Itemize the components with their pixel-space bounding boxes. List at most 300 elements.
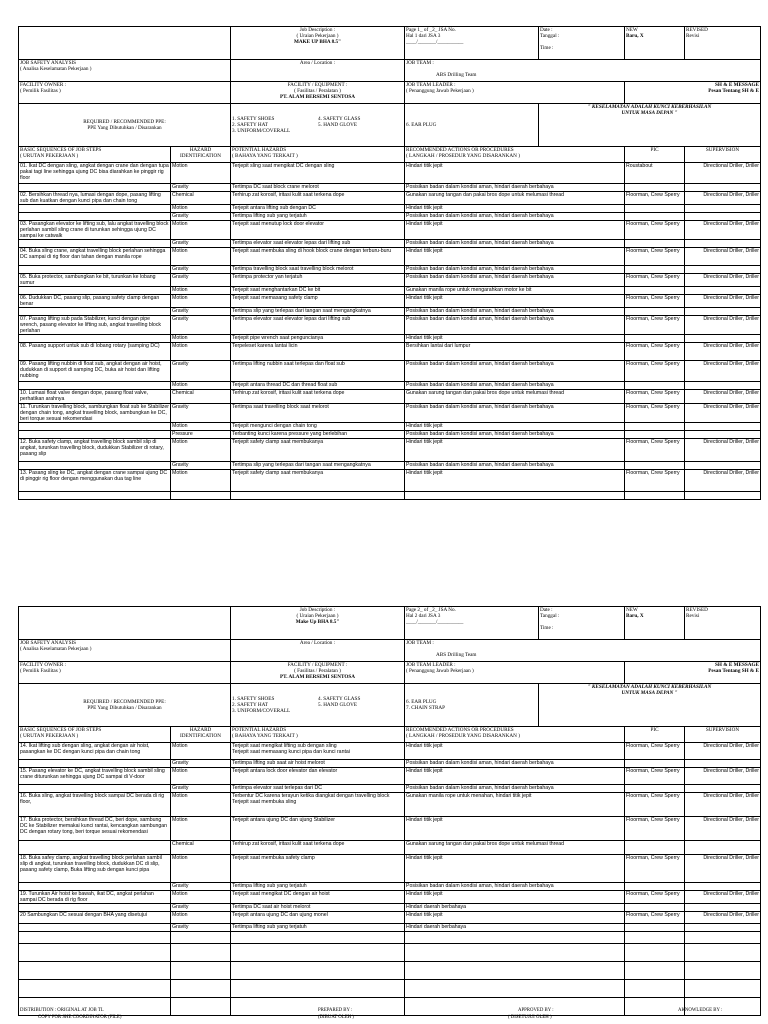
pic-cell: Floorman, Crew Sperry	[625, 439, 685, 462]
pic-cell: Floorman, Crew Sperry	[625, 470, 685, 492]
step-cell	[19, 423, 171, 431]
pic-cell	[625, 308, 685, 316]
table-row	[19, 382, 761, 390]
action-cell: Posisikan badan dalam kondisi aman, hindari daerah berbahaya	[405, 382, 625, 390]
ppe-extra-cell	[405, 104, 539, 147]
step-cell: 03. Pasangkan elevator ke lifting sub, lalu angkat travelling block perlahan sambil sling crane di turunkan sehingga ujung DC sampai ke catwalk	[20, 221, 169, 239]
supervision-cell	[685, 904, 761, 912]
step-cell: 16. Buka sling, angkat travelling block sampai DC berada di rig floor,	[19, 793, 171, 817]
supervision-cell	[685, 423, 761, 431]
date-blank: ____/_______/__________	[406, 619, 464, 625]
table-row	[19, 760, 761, 768]
table-row	[19, 343, 761, 361]
col-steps-sub: ( URUTAN PEKERJAAN )	[20, 733, 79, 739]
col-steps-label: BASIC SEQUENCES OF JOB STEPS	[20, 727, 102, 733]
col-actions	[405, 147, 625, 163]
step-cell	[19, 287, 171, 295]
table-row	[19, 924, 761, 932]
table-row	[19, 266, 761, 274]
hazard-cell: Motion	[171, 768, 231, 785]
action-cell: Gunakan sarung tangan dan pakai bros dope untuk melumasi thread	[405, 192, 625, 205]
col-hazard-label: HAZARD	[189, 727, 212, 733]
action-cell: Hindari titik jepit	[405, 335, 625, 343]
col-hazard	[171, 147, 231, 163]
pic-cell: Floorman, Crew Sperry	[625, 248, 685, 266]
jsa-sub: ( Analisa Keselamatan Pekerjaan )	[20, 646, 92, 652]
action-cell	[405, 932, 625, 944]
supervision-cell: Directional Driller, Driller	[685, 390, 761, 404]
hazard-cell: Chemical	[171, 841, 231, 855]
owner-label: FACILITY OWNER :	[20, 82, 67, 88]
area-cell	[231, 60, 405, 82]
step-cell	[19, 213, 171, 221]
table-row	[19, 904, 761, 912]
tanggal-label: Tanggal :	[540, 33, 560, 39]
supervision-cell: Directional Driller, Driller	[685, 743, 761, 760]
step-cell: 12. Buka safety clamp, angkat travelling block sambil slip di angkat, turunkan travelling block, dudukkan Stabilizer di rotary, pasang slip	[19, 439, 171, 462]
step-cell: 05. Buka protector, sambungkan ke bit, turunkan ke lobang sumur	[19, 274, 171, 287]
action-cell: Hindari titik jepit	[405, 221, 625, 240]
potential-hazard-cell: Terjepit antara lock door elevator dan elevator	[231, 768, 405, 785]
pic-cell	[625, 266, 685, 274]
hazard-cell: Chemical	[171, 192, 231, 205]
she-message-line1: " KESELAMATAN ADALAH KUNCI KEBERHASILAN	[587, 684, 712, 690]
step-cell: 09. Pasang lifting nubbin di float sub, angkat dengan air hoist, dudukkan di support di samping DC, buka air hoist dan lifting nubbing	[19, 361, 171, 382]
baru-label: Baru, X	[626, 33, 644, 39]
date-cell	[539, 27, 625, 60]
job-desc-label: Job Description :	[299, 27, 336, 33]
step-cell: 13. Pasang sling ke DC, angkat dengan crane sampai ujung DC di pinggir rig floor dengan menggunakan dua tag line	[19, 470, 171, 492]
blank-cell	[19, 607, 231, 640]
step-cell: 20 Sambungkan DC sesuai dengan BHA yang disetujui	[19, 912, 171, 924]
pic-cell	[625, 431, 685, 439]
step-cell: 17. Buka protector, bersihkan thread DC, beri dope, sambung DC ke Stabilizer memakai kunci rantai, kencangkan sambungan DC dengan rotary tong, beri torque sesuai rekomendasi	[19, 817, 171, 841]
pic-cell: Floorman, Crew Sperry	[625, 793, 685, 817]
supervision-cell	[685, 492, 761, 500]
ppe-item-3: 3. UNIFORM/COVERALL	[232, 128, 291, 134]
time-label: Time :	[540, 45, 554, 51]
hazard-cell: Motion	[171, 891, 231, 904]
potential-hazard-cell: Terjepit saat menutup lock door elevator	[231, 221, 405, 240]
owner-sub: ( Pemilik Fasilitas )	[20, 88, 61, 94]
pic-cell: Floorman, Crew Sperry	[625, 768, 685, 785]
table-row	[19, 221, 761, 240]
table-row	[19, 431, 761, 439]
jsa-page-1	[18, 26, 760, 500]
table-row	[19, 841, 761, 855]
action-cell	[405, 944, 625, 962]
jsa-title-cell	[19, 60, 231, 82]
step-cell	[19, 205, 171, 213]
step-cell	[19, 266, 171, 274]
table-row	[19, 404, 761, 423]
pic-cell	[625, 423, 685, 431]
table-row	[19, 462, 761, 470]
jsa-label: JOB SAFETY ANALYSIS	[20, 60, 77, 66]
potential-hazard-cell: Tertimpa elevator saat elevator lepas dari lifting sub	[231, 316, 405, 335]
time-label: Time :	[540, 625, 554, 631]
potential-hazard-cell: Tertimpa travelling block saat travelling block melorot	[231, 266, 405, 274]
hazard-cell	[171, 962, 231, 980]
step-cell: 10. Lumasi float valve dengan dope, pasang float valve, perhatikan arahnya	[19, 390, 171, 404]
facility-sub: ( Fasilitas / Peralatan )	[294, 668, 341, 674]
ppe-cell	[19, 104, 231, 147]
hazard-cell: Motion	[171, 205, 231, 213]
pic-cell	[625, 287, 685, 295]
potential-hazard-cell: Terhirup zat korosif, iritasi kulit saat terkena dope	[231, 841, 405, 855]
action-cell: Gunakan sarung tangan dan pakai bros dope untuk melumasi thread	[405, 841, 625, 855]
potential-hazard-cell: Tertimpa elevator saat elevator lepas dari lifting sub	[231, 240, 405, 248]
potential-hazard-cell	[231, 932, 405, 944]
table-row	[19, 944, 761, 962]
potential-hazard-cell: Terjepit saat membuka safety clamp	[231, 855, 405, 883]
supervision-cell	[685, 382, 761, 390]
potential-hazard-cell: Terjepit safety clamp saat membukanya	[231, 470, 405, 492]
potential-hazard-cell: Terjepit saat menghantarkan DC ke bit	[231, 287, 405, 295]
distribution-label: DISTRIBUTION : ORIGINAL AT JOB TL	[20, 1008, 104, 1013]
col-potential-sub: ( BAHAYA YANG TERKAIT )	[232, 153, 298, 159]
hazard-cell: Motion	[171, 470, 231, 492]
leader-sub: ( Penanggung Jawab Pekerjaan )	[406, 668, 474, 674]
new-cell	[625, 27, 685, 60]
ppe-sub: PPE Yang Dibutuhkan / Disarankan	[87, 125, 162, 131]
hazard-cell: Motion	[171, 855, 231, 883]
table-row	[19, 192, 761, 205]
pic-cell	[625, 904, 685, 912]
ppe-item-7: 7. CHAIN STRAP	[406, 705, 446, 711]
potential-hazard-cell: Terpeleset karena lantai licin	[231, 343, 405, 361]
supervision-cell: Directional Driller, Driller	[685, 343, 761, 361]
potential-hazard-cell: Tertimpa lifting sub yang terjatuh	[231, 883, 405, 891]
action-cell: Hindari daerah berbahaya	[405, 924, 625, 932]
she-label: SH & E MESSAGE	[715, 662, 759, 668]
potential-hazard-cell: Tertimpa DC saat block crane melorot	[231, 184, 405, 192]
action-cell	[405, 980, 625, 998]
job-desc-sub: ( Uraian Pekerjaan )	[296, 33, 339, 39]
action-cell: Hindari titik jepit	[405, 817, 625, 841]
step-cell: 11. Turunkan travelling block, sambungkan float sub ke Stabilizer dengan chain tong, angkat travelling block, sambungkan ke DC, beri torque sesuai rekomendasi	[20, 404, 169, 422]
potential-hazard-cell: Terjepit saat mengikat lifting sub dengan sling Terjepit saat memasang kunci pipa dan kunci rantai	[231, 743, 405, 760]
she-sub: Pesan Tentang SH & E	[708, 668, 759, 674]
hazard-cell	[171, 932, 231, 944]
action-cell	[405, 492, 625, 500]
pic-cell	[625, 213, 685, 221]
pic-cell	[625, 760, 685, 768]
action-cell: Hindari titik jepit	[405, 470, 625, 492]
action-cell: Posisikan badan dalam kondisi aman, hindari daerah berbahaya	[405, 240, 625, 248]
action-cell: Gunakan manila rope untuk menahan, hindari titik jepit	[405, 793, 625, 817]
potential-hazard-cell: Terjepit saat memasang safety clamp	[231, 295, 405, 308]
table-row	[19, 213, 761, 221]
ppe-item-4: 4. SAFETY GLASS	[318, 696, 361, 702]
job-steps-body	[19, 743, 761, 1016]
potential-hazard-cell	[231, 492, 405, 500]
table-row	[19, 423, 761, 431]
pic-cell	[625, 998, 685, 1016]
supervision-cell	[685, 841, 761, 855]
hazard-cell: Pressure	[171, 431, 231, 439]
action-cell: Posisikan badan dalam kondisi aman, hindari daerah berbahaya	[405, 316, 625, 335]
area-cell	[231, 640, 405, 662]
supervision-cell: Directional Driller, Driller	[685, 855, 761, 883]
action-cell: Hindari titik jepit	[405, 248, 625, 266]
col-pic	[625, 727, 685, 743]
supervision-cell: Directional Driller, Driller	[685, 912, 761, 924]
col-supervision-label: SUPERVISION	[705, 727, 740, 733]
action-cell: Posisikan badan dalam kondisi aman, hindari daerah berbahaya	[405, 361, 625, 382]
jsa-sub: ( Analisa Keselamatan Pekerjaan )	[20, 66, 92, 72]
jsa-no-cell	[405, 607, 539, 640]
potential-hazard-cell: Tertimpa slip yang terlepas dari tangan saat mengangkatnya	[231, 462, 405, 470]
pic-cell	[625, 932, 685, 944]
hazard-cell: Gravity	[171, 213, 231, 221]
facility-label: FACILITY / EQUIPMENT :	[287, 82, 348, 88]
hazard-cell: Gravity	[171, 462, 231, 470]
col-steps	[19, 727, 171, 743]
action-cell: Posisikan badan dalam kondisi aman, hindari daerah berbahaya	[405, 266, 625, 274]
potential-hazard-cell: Tertimpa DC saat air hoist melorot	[231, 904, 405, 912]
hazard-cell: Motion	[171, 295, 231, 308]
step-cell	[19, 431, 171, 439]
date-label: Date :	[540, 607, 553, 613]
step-cell	[19, 760, 171, 768]
col-potential	[231, 727, 405, 743]
job-description-cell	[231, 27, 405, 60]
hazard-cell: Chemical	[171, 390, 231, 404]
distribution-copy-label: COPY FOR SHE COORDINATOR (FILE)	[38, 1015, 122, 1020]
potential-hazard-cell: Terbanting kunci karena pressure yang berlebihan	[231, 431, 405, 439]
supervision-cell	[685, 213, 761, 221]
col-hazard-label: HAZARD	[189, 147, 212, 153]
action-cell: Hindari titik jepit	[405, 439, 625, 462]
action-cell: Posisikan badan dalam kondisi aman, hindari daerah berbahaya	[405, 760, 625, 768]
potential-hazard-cell: Terjepit antara ujung DC dan ujung monel	[231, 912, 405, 924]
table-row	[19, 492, 761, 500]
team-cell	[405, 640, 761, 662]
action-cell	[405, 998, 625, 1016]
hazard-cell: Gravity	[171, 240, 231, 248]
col-hazard-sub: IDENTIFICATION	[180, 733, 221, 739]
revised-cell	[685, 27, 761, 60]
supervision-cell: Directional Driller, Driller	[685, 361, 761, 382]
step-cell: 19. Turunkan Air hoist ke bawah, ikat DC, angkat perlahan sampai DC berada di rig floor	[19, 891, 171, 904]
col-supervision	[685, 727, 761, 743]
pic-cell: Floorman, Crew Sperry	[625, 343, 685, 361]
step-cell	[19, 308, 171, 316]
action-cell: Posisikan badan dalam kondisi aman, hindari daerah berbahaya	[405, 785, 625, 793]
potential-hazard-cell: Terjepit mengunci dengan chain tong	[231, 423, 405, 431]
potential-hazard-cell: Terhirup zat korosif, iritasi kulit saat terkena dope	[231, 192, 405, 205]
pic-cell: Roustabout	[625, 163, 685, 184]
supervision-cell	[685, 266, 761, 274]
potential-hazard-cell	[231, 944, 405, 962]
step-cell: 04. Buka sling crane, angkat travelling block perlahan sehingga DC sampai di rig floor dan tahan dengan manila rope	[19, 248, 171, 266]
step-cell	[19, 382, 171, 390]
pic-cell	[625, 205, 685, 213]
hazard-cell: Gravity	[171, 904, 231, 912]
pic-cell: Floorman, Crew Sperry	[625, 295, 685, 308]
action-cell: Hindari titik jepit	[405, 891, 625, 904]
col-hazard	[171, 727, 231, 743]
table-row	[19, 785, 761, 793]
supervision-cell: Directional Driller, Driller	[685, 274, 761, 287]
action-cell: Posisikan badan dalam kondisi aman, hindari daerah berbahaya	[405, 883, 625, 891]
owner-label: FACILITY OWNER :	[20, 662, 67, 668]
ppe-cell	[19, 684, 231, 727]
action-cell: Posisikan badan dalam kondisi aman, hindari daerah berbahaya	[405, 431, 625, 439]
action-cell: Hindari daerah berbahaya	[405, 904, 625, 912]
leader-label: JOB TEAM LEADER :	[406, 82, 456, 88]
she-message-line2: UNTUK MASA DEPAN "	[621, 110, 678, 116]
ppe-item-2: 2. SAFETY HAT	[232, 122, 268, 128]
supervision-cell	[685, 944, 761, 962]
table-row	[19, 335, 761, 343]
supervision-cell	[685, 335, 761, 343]
ppe-label: REQUIRED / RECOMMENDED PPE:	[83, 119, 166, 125]
action-cell: Hindari titik jepit	[405, 423, 625, 431]
pic-cell: Floorman, Crew Sperry	[625, 912, 685, 924]
ppe-item-3: 3. UNIFORM/COVERALL	[232, 708, 291, 714]
ppe-item-1: 1. SAFETY SHOES	[232, 696, 275, 702]
potential-hazard-cell: Tertimpa saat travelling block saat melorot	[231, 404, 405, 423]
supervision-cell: Directional Driller, Driller	[685, 470, 761, 492]
table-row	[19, 743, 761, 760]
supervision-cell	[685, 184, 761, 192]
col-supervision	[685, 147, 761, 163]
hazard-cell: Motion	[171, 335, 231, 343]
pic-cell: Floorman, Crew Sperry	[625, 274, 685, 287]
action-cell: Posisikan badan dalam kondisi aman, hindari daerah berbahaya	[405, 274, 625, 287]
action-cell: Posisikan badan dalam kondisi aman, hindari daerah berbahaya	[405, 184, 625, 192]
pic-cell: Floorman, Crew Sperry	[625, 891, 685, 904]
ppe-sub: PPE Yang Dibutuhkan / Disarankan	[87, 705, 162, 711]
col-pic-label: PIC	[650, 727, 659, 733]
hazard-cell: Motion	[171, 743, 231, 760]
table-row	[19, 891, 761, 904]
step-cell	[19, 944, 171, 962]
supervision-cell: Directional Driller, Driller	[685, 192, 761, 205]
pic-cell	[625, 382, 685, 390]
table-row	[19, 439, 761, 462]
hazard-cell: Gravity	[171, 760, 231, 768]
pic-cell	[625, 962, 685, 980]
table-row	[19, 998, 761, 1016]
supervision-cell	[685, 785, 761, 793]
hazard-cell	[171, 998, 231, 1016]
hazard-cell	[171, 492, 231, 500]
potential-hazard-cell: Terjepit saat membuka sling di hook block crane dengan terburu-buru	[231, 248, 405, 266]
ppe-item-5: 5. HAND GLOVE	[318, 702, 358, 708]
col-hazard-sub: IDENTIFICATION	[180, 153, 221, 159]
date-label: Date :	[540, 27, 553, 33]
table-row	[19, 962, 761, 980]
ppe-item-5: 5. HAND GLOVE	[318, 122, 358, 128]
hazard-cell: Motion	[171, 912, 231, 924]
potential-hazard-cell: Terjepit antara lifting sub dengan DC	[231, 205, 405, 213]
leader-cell	[405, 662, 625, 684]
action-cell: Gunakan sarung tangan dan pakai bros dope untuk melumasi thread	[405, 390, 625, 404]
jsa-no-label: Page 2_ of _2_ JSA No.	[406, 607, 456, 613]
col-potential-label: POTENTIAL HAZARDS	[232, 147, 287, 153]
action-cell: Hindari titik jepit	[405, 295, 625, 308]
supervision-cell	[685, 760, 761, 768]
date-blank: ____/_______/__________	[406, 39, 464, 45]
supervision-cell	[685, 962, 761, 980]
leader-cell	[405, 82, 625, 104]
supervision-cell	[685, 431, 761, 439]
supervision-cell	[685, 883, 761, 891]
supervision-cell	[685, 932, 761, 944]
hazard-cell: Motion	[171, 423, 231, 431]
job-steps-body	[19, 163, 761, 500]
potential-hazard-cell: Tertimpa slip yang terlepas dari tangan saat mengangkatnya	[231, 308, 405, 316]
ppe-list-cell	[231, 104, 405, 147]
action-cell: Posisikan badan dalam kondisi aman, hindari daerah berbahaya	[405, 404, 625, 423]
hal-label: Hal 1 dari JSA 3	[406, 33, 441, 39]
col-potential-sub: ( BAHAYA YANG TERKAIT )	[232, 733, 298, 739]
potential-hazard-cell: Terjepit antara ujung DC dan ujung Stabilizer	[231, 817, 405, 841]
job-description-cell	[231, 607, 405, 640]
pic-cell: Floorman, Crew Sperry	[625, 361, 685, 382]
step-cell: 14. Ikat lifting sub dengan sling, angkat dengan air hoist, pasangkan ke DC dengan kunci pipa dan chain tong	[19, 743, 171, 760]
supervision-cell	[685, 924, 761, 932]
step-cell	[19, 932, 171, 944]
owner-cell	[19, 82, 231, 104]
step-cell: 06. Dudukkan DC, pasang slip, pasang safety clamp dengan benar	[19, 295, 171, 308]
job-desc-sub: ( Uraian Pekerjaan )	[296, 613, 339, 619]
hazard-cell: Motion	[171, 287, 231, 295]
ppe-item-6: 6. EAR PLUG	[406, 122, 437, 128]
pic-cell	[625, 980, 685, 998]
table-row	[19, 980, 761, 998]
step-cell	[19, 492, 171, 500]
pic-cell	[625, 944, 685, 962]
jsa-no-cell	[405, 27, 539, 60]
facility-value: PT. ALAM BERSEMI SENTOSA	[279, 94, 356, 100]
hazard-cell: Motion	[171, 439, 231, 462]
potential-hazard-cell: Tertimpa protector yan terjatuh	[231, 274, 405, 287]
action-cell	[405, 962, 625, 980]
col-supervision-label: SUPERVISION	[705, 147, 740, 153]
action-cell: Hindari titik jepit	[405, 743, 625, 760]
team-value: ABS Drilling Team	[436, 72, 477, 78]
ppe-item-4: 4. SAFETY GLASS	[318, 116, 361, 122]
supervision-cell: Directional Driller, Driller	[685, 891, 761, 904]
hazard-cell: Gravity	[171, 404, 231, 423]
col-steps-label: BASIC SEQUENCES OF JOB STEPS	[20, 147, 102, 153]
she-cell	[625, 82, 761, 104]
supervision-cell: Directional Driller, Driller	[685, 404, 761, 423]
supervision-cell: Directional Driller, Driller	[685, 163, 761, 184]
step-cell: 02. Bersihkan thread nya, lumasi dengan dope, pasang lifting sub dan kuatkan dengan kunci pipa dan chain tong	[19, 192, 171, 205]
hazard-cell: Gravity	[171, 266, 231, 274]
table-row	[19, 295, 761, 308]
supervision-cell: Directional Driller, Driller	[685, 439, 761, 462]
ppe-item-6: 6. EAR PLUG	[406, 699, 437, 705]
job-title: Make Up BHA 8.5"	[295, 619, 340, 625]
action-cell: Hindari titik jepit	[405, 912, 625, 924]
she-message-line2: UNTUK MASA DEPAN "	[621, 690, 678, 696]
facility-sub: ( Fasilitas / Peralatan )	[294, 88, 341, 94]
hal-label: Hal 2 dari JSA 3	[406, 613, 441, 619]
step-cell	[19, 335, 171, 343]
jsa-header-table	[18, 26, 761, 500]
hazard-cell	[171, 980, 231, 998]
table-row	[19, 390, 761, 404]
step-cell: 07. Pasang lifting sub pada Stabilizer, kunci dengan pipe wrench, pasang elevator ke lifting sub, angkat travelling block perlahan	[19, 316, 171, 335]
pic-cell: Floorman, Crew Sperry	[625, 192, 685, 205]
revisi-label: Revisi	[686, 33, 700, 39]
